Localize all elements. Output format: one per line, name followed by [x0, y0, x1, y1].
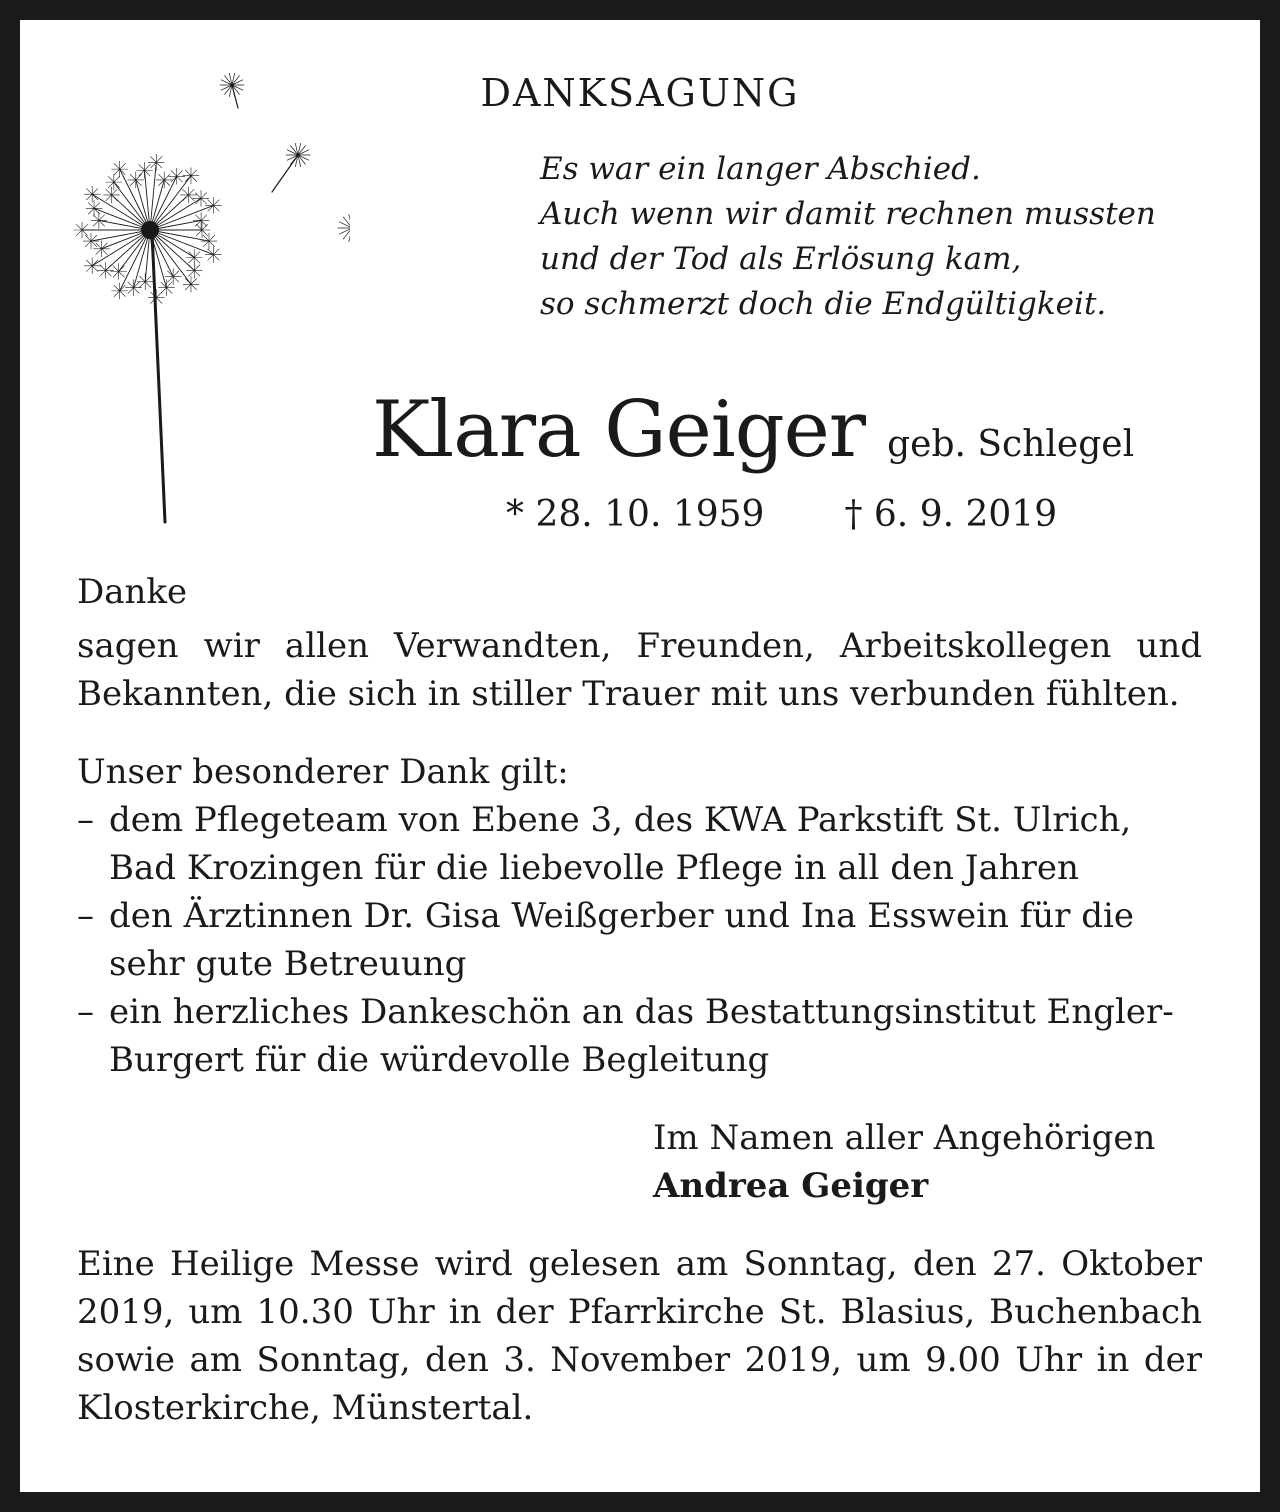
- special-thanks-section: [77, 748, 1202, 1084]
- thanks-paragraph: sagen wir allen Verwandten, Freunden, Arbeitskollegen und Bekannten, die sich in stiller Trauer mit uns verbunden fühlten.: [77, 626, 1202, 714]
- list-item-text: ein herzliches Dankeschön an das Bestattungsinstitut Engler-Burgert für die würdevolle Begleitung: [109, 992, 1174, 1080]
- mass-notice: Eine Heilige Messe wird gelesen am Sonntag, den 27. Oktober 2019, um 10.30 Uhr in der Pfarrkirche St. Blasius, Buchenbach sowie am Sonntag, den 3. November 2019, um 9.00 Uhr in der Klosterkirche, Münstertal.: [77, 1244, 1202, 1428]
- quote-line: und der Tod als Erlösung kam,: [540, 241, 1022, 277]
- thanks-opening: Danke: [77, 572, 188, 612]
- list-item: [77, 892, 1202, 988]
- quote-line: Es war ein langer Abschied.: [540, 151, 981, 187]
- signature-block: [653, 1114, 1155, 1210]
- quote-block: [540, 147, 1230, 327]
- quote-line: so schmerzt doch die Endgültigkeit.: [540, 286, 1107, 322]
- notice-heading: DANKSAGUNG: [480, 71, 800, 115]
- special-thanks-list: [77, 796, 1202, 1084]
- signer-name: Andrea Geiger: [653, 1166, 929, 1206]
- list-item: [77, 796, 1202, 892]
- maiden-name: geb. Schlegel: [887, 424, 1135, 465]
- special-thanks-intro: Unser besonderer Dank gilt:: [77, 752, 569, 792]
- signature-line: Im Namen aller Angehörigen: [653, 1118, 1156, 1158]
- death-date: † 6. 9. 2019: [844, 494, 1058, 535]
- quote-line: Auch wenn wir damit rechnen mussten: [540, 196, 1156, 232]
- dash-bullet: –: [77, 896, 94, 936]
- dash-bullet: –: [77, 992, 94, 1032]
- birth-date: * 28. 10. 1959: [506, 494, 765, 535]
- list-item: [77, 988, 1202, 1084]
- dash-bullet: –: [77, 800, 94, 840]
- deceased-name-row: [372, 380, 1232, 480]
- deceased-name: Klara Geiger: [372, 385, 866, 475]
- list-item-text: dem Pflegeteam von Ebene 3, des KWA Parkstift St. Ulrich, Bad Krozingen für die liebevolle Pflege in all den Jahren: [109, 800, 1132, 888]
- dandelion-icon: [60, 60, 350, 540]
- list-item-text: den Ärztinnen Dr. Gisa Weißgerber und Ina Esswein für die sehr gute Betreuung: [109, 896, 1134, 984]
- life-dates: [506, 492, 1057, 538]
